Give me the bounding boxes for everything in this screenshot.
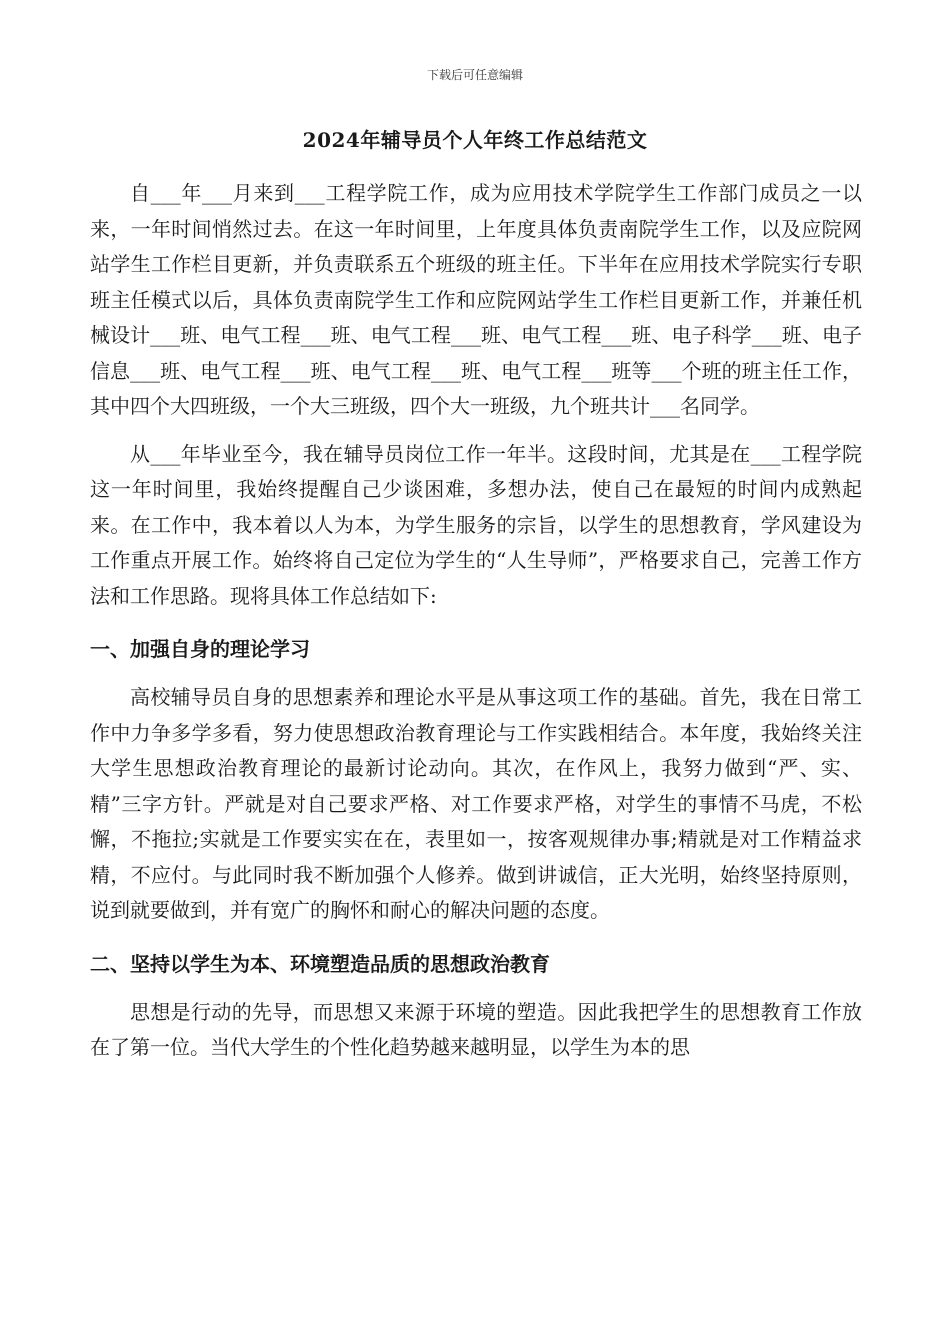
section-heading-2: 二、坚持以学生为本、环境塑造品质的思想政治教育	[90, 951, 550, 976]
paragraph-overview: 从___年毕业至今，我在辅导员岗位工作一年半。这段时间，尤其是在___工程学院这一年时间里，我始终提醒自己少谈困难，多想办法，使自己在最短的时间内成熟起来。在工作中，我本着以人为本，为学生服务的宗旨，以学生的思想教育，学风建设为工作重点开展工作。始终将自己定位为学生的“人生导师”，严格要求自己，完善工作方法和工作思路。现将具体工作总结如下:	[90, 441, 862, 608]
section-heading-1: 一、加强自身的理论学习	[90, 637, 310, 661]
header-note: 下载后可任意编辑	[426, 68, 523, 82]
paragraph-intro: 自___年___月来到___工程学院工作，成为应用技术学院学生工作部门成员之一以来，一年时间悄然过去。在这一年时间里，上年度具体负责南院学生工作，以及应院网站学生工作栏目更新，并负责联系五个班级的班主任。下半年在应用技术学院实行专职班主任模式以后，具体负责南院学生工作和应院网站学生工作栏目更新工作，并兼任机械设计___班、电气工程___班、电气工程___班、电气工程___班、电子科学___班、电子信息___班、电气工程___班、电气工程___班、电气工程___班等___个班的班主任工作，其中四个大四班级，一个大三班级，四个大一班级，九个班共计___名同学。	[90, 181, 862, 418]
document-body	[90, 176, 862, 1078]
paragraph-ideological-education: 思想是行动的先导，而思想又来源于环境的塑造。因此我把学生的思想教育工作放在了第一位。当代大学生的个性化趋势越来越明显，以学生为本的思	[90, 999, 862, 1059]
document-title: 2024年辅导员个人年终工作总结范文	[302, 128, 648, 152]
paragraph-theory-study: 高校辅导员自身的思想素养和理论水平是从事这项工作的基础。首先，我在日常工作中力争多学多看，努力使思想政治教育理论与工作实践相结合。本年度，我始终关注大学生思想政治教育理论的最新讨论动向。其次，在作风上，我努力做到“严、实、精”三字方针。严就是对自己要求严格、对工作要求严格，对学生的事情不马虎，不松懈，不拖拉;实就是工作要实实在在，表里如一，按客观规律办事;精就是对工作精益求精，不应付。与此同时我不断加强个人修养。做到讲诚信，正大光明，始终坚持原则，说到就要做到，并有宽广的胸怀和耐心的解决问题的态度。	[90, 685, 862, 922]
